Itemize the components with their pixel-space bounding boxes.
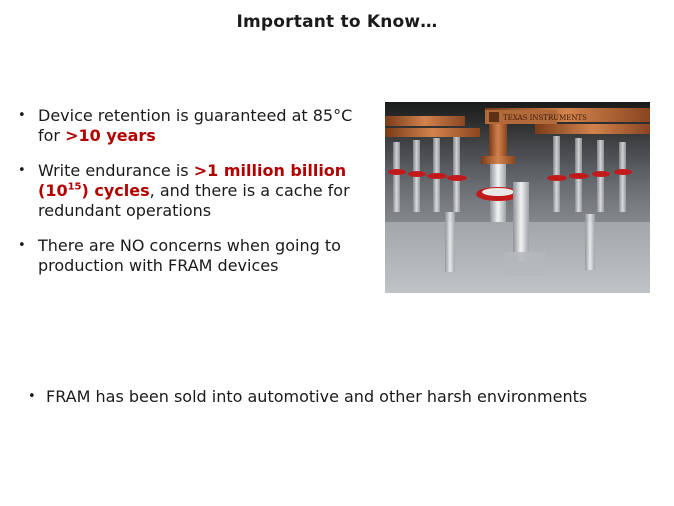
bullet-retention <box>18 106 368 146</box>
bullet-dot-icon: • <box>28 389 36 404</box>
bottom-bullet-text: FRAM has been sold into automotive and other harsh environments <box>46 387 588 406</box>
bullet-dot-icon: • <box>18 163 26 178</box>
endurance-highlight-part-a: >1 million billion (10 <box>38 161 347 200</box>
slide-title: Important to Know… <box>236 12 438 32</box>
bullet-production <box>18 236 368 276</box>
bullet-dot-icon: • <box>18 108 26 123</box>
fram-3d-render <box>385 102 650 293</box>
fram-cell-illustration <box>385 102 650 293</box>
chip-logo-text: TEXAS INSTRUMENTS <box>503 114 587 122</box>
ti-logo-icon <box>489 112 499 122</box>
bullet-retention-text: Device retention is guaranteed at 85°C for <box>38 106 353 145</box>
bullet-endurance-text: Write endurance is <box>38 161 194 180</box>
bullet-endurance <box>18 161 368 221</box>
endurance-exponent: 15 <box>67 181 82 193</box>
bottom-bullet <box>28 387 658 407</box>
bullet-endurance-tail: , and there is a cache for redundant operations <box>38 181 350 220</box>
bullet-retention-highlight: >10 years <box>65 126 156 145</box>
bullet-production-text: There are NO concerns when going to production with FRAM devices <box>38 236 341 275</box>
endurance-highlight-part-b: ) cycles <box>81 181 150 200</box>
bullet-list <box>18 106 368 291</box>
bullet-dot-icon: • <box>18 238 26 253</box>
